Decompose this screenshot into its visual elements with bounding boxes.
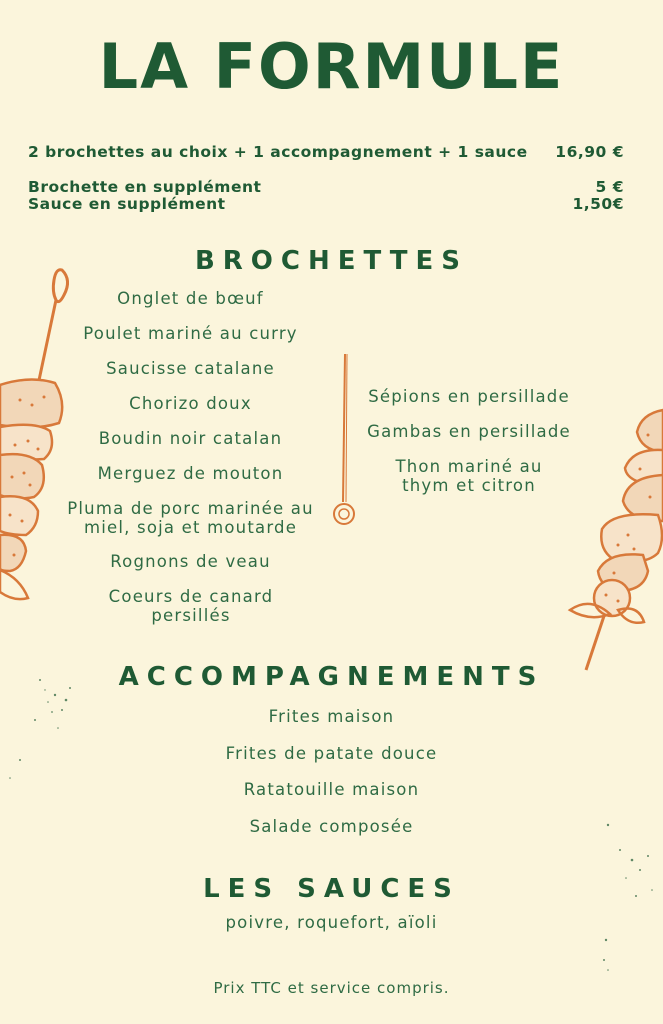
brochette-item: Pluma de porc marinée au miel, soja et moutarde bbox=[67, 499, 314, 537]
extra-brochette-price: 5 € bbox=[595, 178, 624, 196]
skewer-right-icon bbox=[568, 405, 663, 675]
brochette-item: Rognons de veau bbox=[110, 552, 271, 571]
formule-main-row bbox=[28, 143, 624, 161]
brochette-item: Poulet mariné au curry bbox=[83, 324, 298, 343]
extra-sauce-row bbox=[28, 195, 624, 213]
formule-main-price: 16,90 € bbox=[555, 143, 624, 161]
extra-sauce-price: 1,50€ bbox=[572, 195, 624, 213]
formule-main-label: 2 brochettes au choix + 1 accompagnement + 1 sauce bbox=[28, 143, 528, 161]
extra-sauce-label: Sauce en supplément bbox=[28, 195, 226, 213]
extra-brochette-row bbox=[28, 178, 624, 196]
brochette-item: Onglet de bœuf bbox=[117, 289, 264, 308]
accompagnement-item: Ratatouille maison bbox=[243, 780, 420, 799]
brochette-item: Sépions en persillade bbox=[368, 387, 570, 406]
brochette-item: Boudin noir catalan bbox=[98, 429, 283, 448]
brochette-item: Thon mariné au thym et citron bbox=[395, 457, 543, 495]
accompagnement-item: Frites maison bbox=[268, 707, 395, 726]
accompagnements-heading: ACCOMPAGNEMENTS bbox=[118, 662, 545, 692]
brochette-item: Chorizo doux bbox=[129, 394, 252, 413]
brochettes-heading: BROCHETTES bbox=[194, 246, 469, 276]
skewer-left-icon bbox=[0, 265, 80, 605]
brochette-item: Coeurs de canard persillés bbox=[108, 587, 274, 625]
sauces-list: poivre, roquefort, aïoli bbox=[225, 913, 438, 932]
brochette-item: Gambas en persillade bbox=[367, 422, 571, 441]
footer-note: Prix TTC et service compris. bbox=[213, 979, 450, 997]
brochette-item: Saucisse catalane bbox=[106, 359, 275, 378]
sauces-heading: LES SAUCES bbox=[203, 874, 460, 904]
extra-brochette-label: Brochette en supplément bbox=[28, 178, 262, 196]
accompagnement-item: Frites de patate douce bbox=[225, 744, 438, 763]
menu-title: LA FORMULE bbox=[98, 30, 565, 103]
brochette-item: Merguez de mouton bbox=[97, 464, 284, 483]
accompagnement-item: Salade composée bbox=[249, 817, 414, 836]
skewer-stick-icon bbox=[330, 352, 360, 532]
